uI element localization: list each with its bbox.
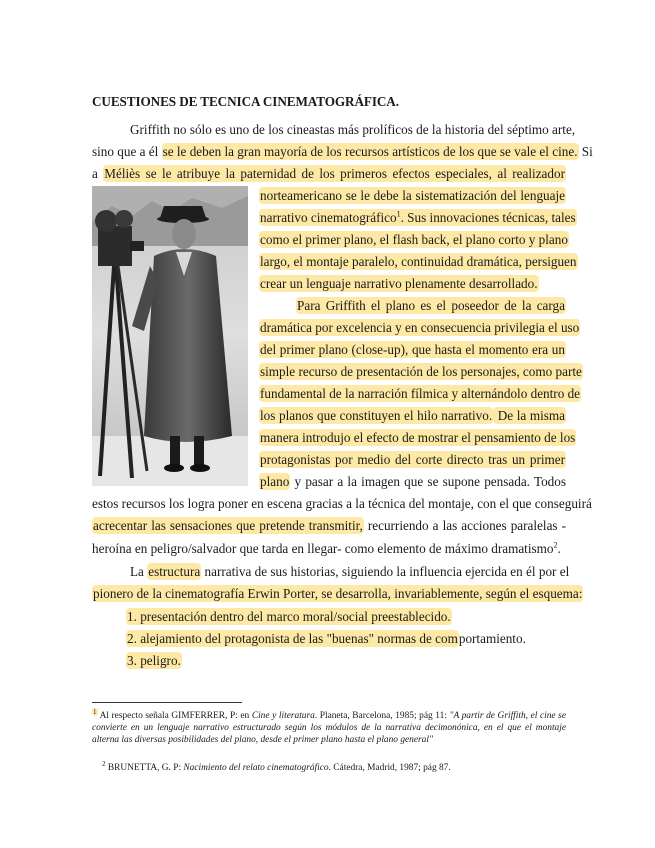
paragraph-line [92,541,566,557]
paragraph-line [259,408,566,424]
text-run: Griffith no sólo es uno de los cineastas más prolíficos de la historia del séptimo arte, [130,122,576,137]
paragraph-line [92,518,566,534]
paragraph-line [92,144,593,160]
highlighted-text: los planos que constituyen el hilo narrativo. [260,408,493,423]
griffith-photograph [92,186,248,486]
paragraph-line [92,586,583,602]
highlighted-text: 3. peligro. [127,653,181,668]
quote-text: Griffith, el cine se convierte en un lenguaje narrativo estructurado según los módulos de la narrativa [92,711,566,733]
highlighted-text: norteamericano se le debe la sistematización del lenguaje [260,188,565,203]
paragraph-line [259,188,566,204]
highlighted-text: De la misma [494,408,565,423]
paragraph-line [296,298,566,314]
paragraph-line [259,452,566,468]
footnote-marker: 1 [93,707,97,716]
paragraph-line [259,254,577,270]
highlighted-text: acrecentar las sensaciones que pretende transmitir, [93,518,363,533]
text-run: . Cátedra, Madrid, 1987; pág 87. [328,763,451,773]
text-run: y pasar a la imagen que se supone pensada. Todos [290,474,566,489]
text-run: portamiento. [458,631,526,646]
highlighted-text: plano [260,474,290,489]
text-run: BRUNETTA, G. P: [105,763,184,773]
footnote-divider [92,702,242,703]
list-item [126,609,452,625]
text-run: narrativo cinematográfico [260,210,397,225]
paragraph-line [259,276,566,292]
footnote-ref[interactable]: 1 [396,209,401,219]
highlighted-text: largo, el montaje paralelo, continuidad dramática, persiguen [260,254,577,269]
quote-text: plano general" [376,735,433,745]
cited-title: Cine y literatura [251,711,315,721]
text-run: narrativa de sus historias, siguiendo la influencia ejercida en él por el [201,564,570,579]
text-run: estos recursos los logra poner en escena gracias a la técnica del montaje, con el que conseguirá [92,496,592,511]
highlighted-text: pionero de la cinematografía Erwin Porter, se desarrolla, invariablemente, según el esquema: [93,586,583,601]
highlighted-text: fundamental de la narración fílmica y alternándolo dentro de [260,386,581,401]
text-run: Al respecto señala GIMFERRER, P: en [97,711,252,721]
highlighted-text: crear un lenguaje narrativo plenamente desarrollado. [260,276,538,291]
text-run: recurriendo a las acciones paralelas - [363,518,567,533]
paragraph-line [92,496,592,512]
highlighted-text: 1. presentación dentro del marco moral/social preestablecido. [127,609,451,624]
highlighted-text: simple recurso de presentación de los personajes, como parte [260,364,582,379]
section-heading: CUESTIONES DE TECNICA CINEMATOGRÁFICA. [92,94,399,109]
highlighted-text: manera introdujo el efecto de mostrar el pensamiento de los [260,430,576,445]
text-run: La [130,564,148,579]
text-run: . [557,541,561,556]
paragraph-line [130,564,570,580]
text-run: a [92,166,104,181]
highlighted-text: del primer plano (close-up), que hasta el momento era un [260,342,565,357]
highlighted-text: Méliès se le atribuye la paternidad de los primeros efectos especiales, al realizador [104,166,565,181]
paragraph-line [259,209,576,226]
cited-title: Nacimiento del relato cinematográfico [183,763,329,773]
footnote-1 [92,707,567,746]
text-run: . Planeta, Barcelona, 1985; pág 11: [314,711,450,721]
paragraph-line [259,320,580,336]
paragraph-line [259,386,581,402]
highlighted-text: Para Griffith el plano es el poseedor de la carga [297,298,565,313]
paragraph-line [92,166,566,182]
text-run: heroína en peligro/salvador que tarda en llegar- como elemento de máximo dramatismo [92,541,554,556]
text-run: . Sus innovaciones técnicas, tales [400,210,576,225]
paragraph-line [259,430,576,446]
highlighted-text [259,209,577,226]
paragraph-line [259,364,582,380]
quote-text: decimonónica, en el que el montaje alterna las diversas posibilidades del plano, desde el primer plano hasta el [92,723,567,745]
footnote-2 [102,759,576,774]
highlighted-text: 2. alejamiento del protagonista de las "buenas" normas de com [127,631,458,646]
highlighted-text: estructura [148,564,201,579]
footnote-marker: 2 [102,759,106,768]
paragraph-line [259,474,566,490]
paragraph-line [259,232,566,248]
highlighted-text: protagonistas por medio del corte directo tras un primer [260,452,565,467]
footnote-ref[interactable]: 2 [553,540,558,550]
quote-text: "A partir de [449,711,495,721]
highlighted-text: dramática por excelencia y en consecuencia privilegia el uso [260,320,580,335]
text-run: sino que a él [92,144,162,159]
highlighted-text: como el primer plano, el flash back, el plano corto y plano [260,232,568,247]
highlighted-text: se le deben la gran mayoría de los recursos artísticos de los que se vale el cine. [162,144,578,159]
text-run: Si [578,144,593,159]
list-item [126,653,182,669]
list-item [126,631,526,647]
paragraph-line [130,122,576,138]
paragraph-line [259,342,566,358]
